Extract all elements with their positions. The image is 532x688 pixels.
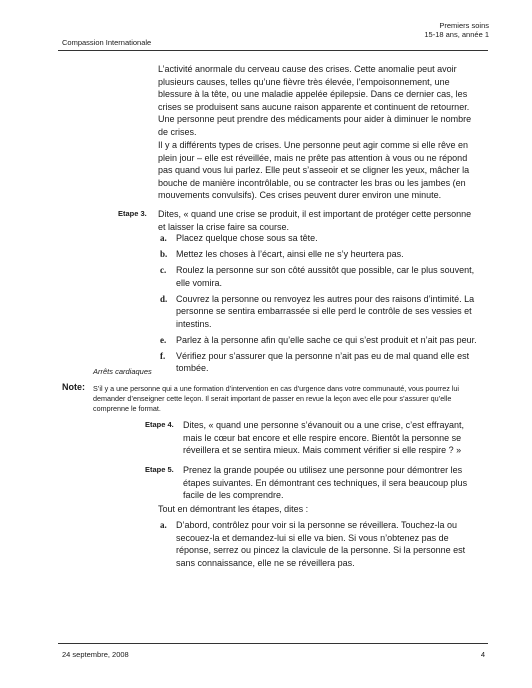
list-item-text: Mettez les choses à l’écart, ainsi elle ne s’y heurtera pas. [176, 249, 404, 259]
note-label: Note: [62, 382, 85, 392]
step-3-list [158, 232, 480, 378]
section-heading: Arrêts cardiaques [93, 367, 152, 376]
step-5-label: Etape 5. [145, 465, 174, 474]
list-marker: d. [160, 293, 168, 304]
step-4-text: Dites, « quand une personne s’évanouit ou a une crise, c’est effrayant, mais le cœur bat encore et elle respire encore. Bientôt la personne se réveillera et se sentira mieux. Mais comment vérifier si elle respire ? » [183, 420, 465, 455]
list-item [158, 334, 480, 347]
intro-paragraph-1: L’activité anormale du cerveau cause des crises. Cette anomalie peut avoir plusieurs causes, telles qu’une fièvre très élevée, l’empoisonnement, une blessure à la tête, ou une maladie appelée épilepsie. Dans ce dernier cas, les crises se produisent sans aucune raison apparente et continuent de retourner. Une personne peut prendre des médicaments pour aider à diminuer le nombre de crises. [158, 64, 472, 137]
demo-list [158, 519, 480, 573]
list-item [158, 248, 480, 261]
step-3-text: Dites, « quand une crise se produit, il est important de protéger cette personne et laisser la crise faire sa course. [158, 209, 472, 232]
list-item-text: Placez quelque chose sous sa tête. [176, 233, 318, 243]
list-item-text: Parlez à la personne afin qu’elle sache ce qui s’est produit et n’ait pas peur. [176, 334, 477, 345]
list-marker: f. [160, 350, 166, 361]
list-marker: c. [160, 265, 167, 275]
step-5 [145, 464, 482, 502]
page-number: 4 [480, 650, 485, 659]
note-text: S’il y a une personne qui a une formation d’intervention en cas d’urgence dans votre communauté, vous pourrez lui demander d’enseigner cette leçon. Il serait important de passer en revue la leçon avec elle pour s’assurer qu’elle comprenne le format. [93, 384, 459, 413]
step-3 [118, 208, 480, 233]
demo-intro: Tout en démontrant les étapes, dites : [158, 504, 309, 514]
list-marker: a. [160, 233, 167, 243]
list-marker: e. [160, 334, 167, 345]
header-doc-subtitle: 15-18 ans, année 1 [424, 30, 489, 39]
list-item-text: Roulez la personne sur son côté aussitôt que possible, car le plus souvent, elle vomira. [176, 265, 475, 288]
list-marker: a. [160, 520, 167, 530]
footer-date: 24 septembre, 2008 [62, 650, 129, 659]
header-doc-info [424, 21, 489, 39]
step-4 [145, 419, 482, 457]
header-organization: Compassion Internationale [62, 38, 152, 47]
list-marker: b. [160, 249, 168, 259]
step-4-label: Etape 4. [145, 420, 174, 429]
list-item [158, 293, 480, 331]
list-item-text: Couvrez la personne ou renvoyez les autres pour des raisons d’intimité. La personne se sentira embarrassée si elle perd le contrôle de ses vessies et intestins. [176, 293, 475, 329]
intro-paragraph-2: Il y a différents types de crises. Une personne peut agir comme si elle rêve en plein jour – elle est réveillée, mais ne prête pas attention à vous ou ne répond pas quand vous lui parlez. Elle peut s’asseoir et se cligner les yeux, mâcher la bouche de manière incontrôlable, ou se contracter les bras ou les jambes (en mouvements convulsifs). Ces crises peuvent durer environ une minute. [158, 140, 470, 200]
footer-rule [58, 643, 488, 644]
list-item [158, 264, 480, 289]
header-rule [58, 50, 488, 51]
step-3-label: Etape 3. [118, 209, 147, 218]
list-item-text: Vérifiez pour s’assurer que la personne n’ait pas eu de mal quand elle est tombée. [176, 350, 470, 373]
list-item [158, 350, 480, 375]
header-doc-title: Premiers soins [439, 21, 489, 30]
list-item [158, 519, 480, 569]
step-5-text: Prenez la grande poupée ou utilisez une personne pour démontrer les étapes suivantes. En démontrant ces techniques, il sera beaucoup plus facile de les comprendre. [183, 465, 468, 500]
list-item-text: D’abord, contrôlez pour voir si la personne se réveillera. Touchez-la ou secouez-la et demandez-lui si elle va bien. Si vous n’obtenez pas de réponse, serrez ou pincez la clavicule de la personne. Si la personne est sans connaissance, elle ne se réveillera pas. [176, 520, 466, 568]
list-item [158, 232, 480, 245]
